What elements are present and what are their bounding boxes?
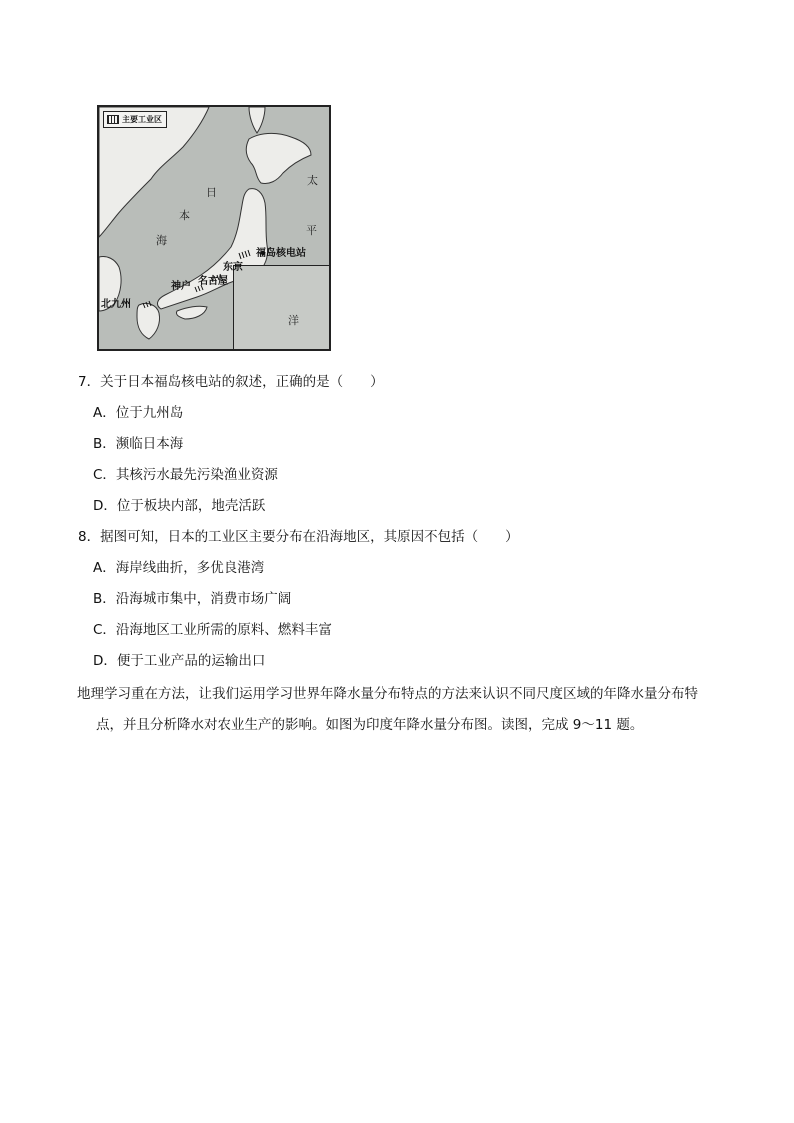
question-8-option-a[interactable]: A．海岸线曲折，多优良港湾 — [93, 560, 265, 576]
question-7-stem: 7．关于日本福岛核电站的叙述，正确的是（ ） — [78, 374, 384, 390]
industrial-zone-symbol-icon — [107, 115, 119, 124]
sea-label-yang: 洋 — [288, 314, 299, 327]
sea-label-hai: 海 — [156, 234, 167, 247]
question-7-option-b[interactable]: B．濒临日本海 — [93, 436, 184, 452]
question-8-option-d[interactable]: D．便于工业产品的运输出口 — [93, 653, 266, 669]
label-fukushima: 福岛核电站 — [256, 248, 306, 259]
map-legend — [103, 111, 167, 128]
question-7-option-d[interactable]: D．位于板块内部，地壳活跃 — [93, 498, 266, 514]
sea-label-ping: 平 — [306, 224, 317, 237]
intro-line-2: 点，并且分析降水对农业生产的影响。如图为印度年降水量分布图。读图，完成 9～11 题。 — [96, 717, 644, 733]
question-8-option-c[interactable]: C．沿海地区工业所需的原料、燃料丰富 — [93, 622, 332, 638]
sea-label-ri: 日 — [206, 186, 217, 199]
kyushu-island — [137, 303, 160, 339]
label-kitakyushu: 北九州 — [101, 299, 131, 310]
shikoku-island — [176, 306, 207, 319]
sea-label-ben: 本 — [179, 209, 190, 222]
label-nagoya: 名古屋 — [198, 276, 228, 287]
label-tokyo: 东京 — [223, 262, 243, 273]
hokkaido-island — [246, 133, 311, 183]
question-8-stem: 8．据图可知，日本的工业区主要分布在沿海地区，其原因不包括（ ） — [78, 529, 519, 545]
sea-label-tai: 太 — [307, 174, 318, 187]
sakhalin-island — [249, 107, 265, 133]
japan-industrial-map — [97, 105, 331, 351]
legend-label: 主要工业区 — [122, 115, 162, 124]
inset-frame — [233, 265, 331, 351]
label-kobe: 神户 — [171, 281, 191, 292]
question-7-option-c[interactable]: C．其核污水最先污染渔业资源 — [93, 467, 278, 483]
question-8-option-b[interactable]: B．沿海城市集中，消费市场广阔 — [93, 591, 292, 607]
intro-line-1: 地理学习重在方法，让我们运用学习世界年降水量分布特点的方法来认识不同尺度区域的年降水量分布特 — [77, 686, 698, 702]
question-7-option-a[interactable]: A．位于九州岛 — [93, 405, 184, 421]
